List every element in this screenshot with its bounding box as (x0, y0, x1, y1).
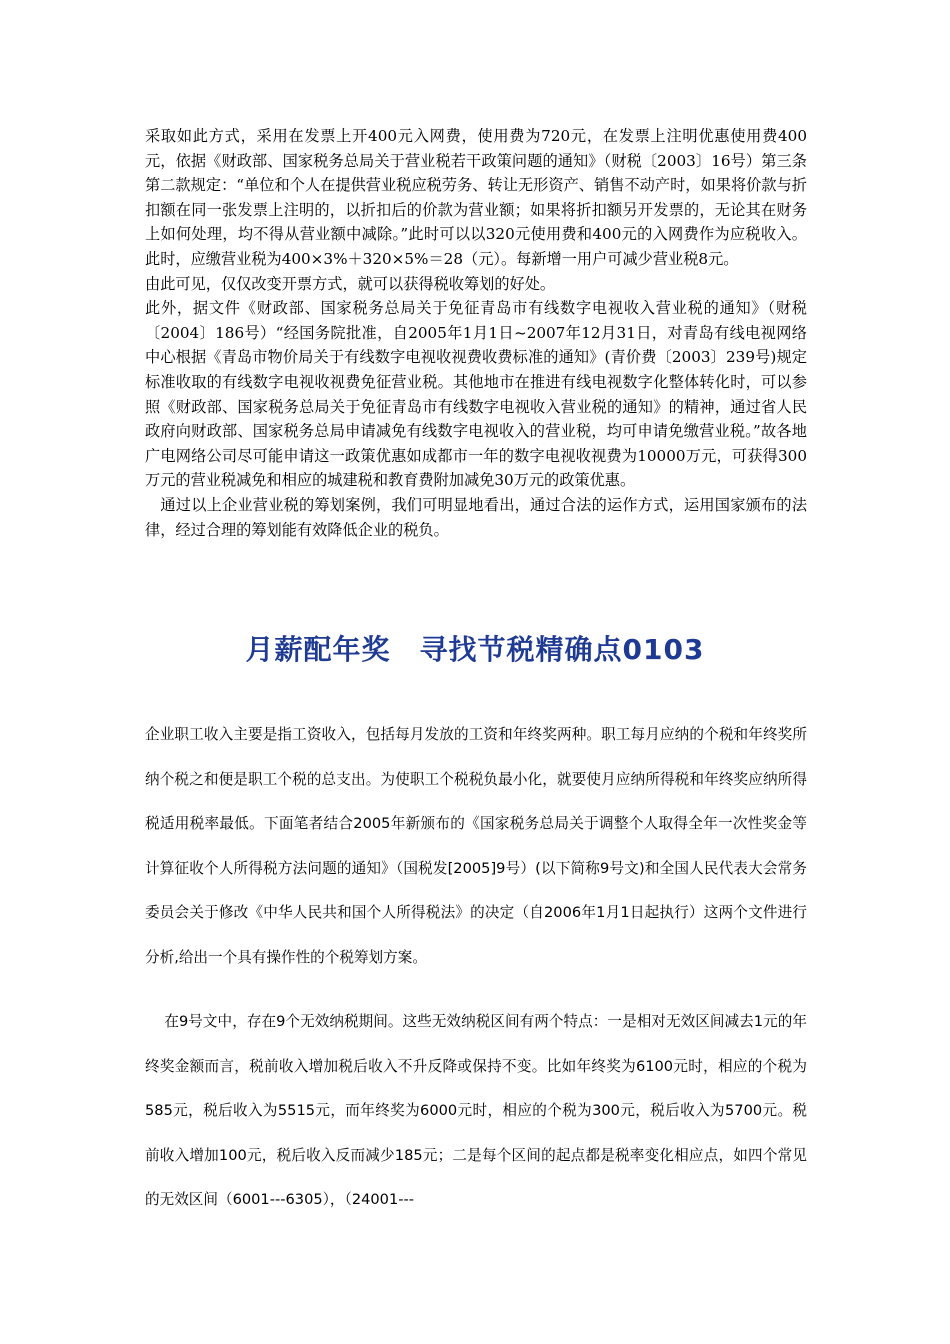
body-text-block (145, 1000, 807, 1223)
body-paragraph: 在9号文中，存在9个无效纳税期间。这些无效纳税区间有两个特点：一是相对无效区间减去1元的年终奖金额而言，税前收入增加税后收入不升反降或保持不变。比如年终奖为6100元时，相应的个税为585元，税后收入为5515元，而年终奖为6000元时，相应的个税为300元，税后收入为5700元。税前收入增加100元，税后收入反而减少185元；二是每个区间的起点都是税率变化相应点，如四个常见的无效区间（6001---6305），（24001--- (145, 1013, 807, 1209)
body-text-block (145, 713, 807, 981)
article-title: 月薪配年奖 寻找节税精确点0103 (245, 633, 705, 666)
intro-paragraph: 通过以上企业营业税的筹划案例，我们可明显地看出，通过合法的运作方式，运用国家颁布的法律，经过合理的筹划能有效降低企业的税负。 (145, 495, 807, 539)
intro-paragraph: 由此可见，仅仅改变开票方式，就可以获得税收筹划的好处。 (145, 274, 556, 293)
intro-paragraph: 采取如此方式，采用在发票上开400元入网费，使用费为720元，在发票上注明优惠使用费400元，依据《财政部、国家税务总局关于营业税若干政策问题的通知》（财税〔2003〕16号）第三条第二款规定：“单位和个人在提供营业税应税劳务、转让无形资产、销售不动产时，如果将价款与折扣额在同一张发票上注明的，以折扣后的价款为营业额；如果将折扣额另开发票的，无论其在财务上如何处理，均不得从营业额中减除。”此时可以以320元使用费和400元的入网费作为应税收入。此时，应缴营业税为400×3%＋320×5%＝28（元）。每新增一用户可减少营业税8元。 (145, 127, 807, 268)
intro-paragraph: 此外，据文件《财政部、国家税务总局关于免征青岛市有线数字电视收入营业税的通知》（财税〔2004〕186号）“经国务院批准，自2005年1月1日~2007年12月31日，对青岛有线电视网络中心根据《青岛市物价局关于有线数字电视收视费收费标准的通知》(青价费〔2003〕239号)规定标准收取的有线数字电视收视费免征营业税。其他地市在推进有线电视数字化整体转化时，可以参照《财政部、国家税务总局关于免征青岛市有线数字电视收入营业税的通知》的精神，通过省人民政府向财政部、国家税务总局申请减免有线数字电视收入的营业税，均可申请免缴营业税。”故各地广电网络公司尽可能申请这一政策优惠如成都市一年的数字电视收视费为10000万元，可获得300万元的营业税减免和相应的城建税和教育费附加减免30万元的政策优惠。 (145, 299, 807, 490)
body-paragraph: 企业职工收入主要是指工资收入，包括每月发放的工资和年终奖两种。职工每月应纳的个税和年终奖所纳个税之和便是职工个税的总支出。为使职工个税税负最小化，就要使月应纳所得税和年终奖应纳所得税适用税率最低。下面笔者结合2005年新颁布的《国家税务总局关于调整个人取得全年一次性奖金等计算征收个人所得税方法问题的通知》（国税发[2005]9号）(以下简称9号文)和全国人民代表大会常务委员会关于修改《中华人民共和国个人所得税法》的决定（自2006年1月1日起执行）这两个文件进行分析,给出一个具有操作性的个税筹划方案。 (145, 726, 807, 966)
intro-text-block (145, 124, 807, 542)
